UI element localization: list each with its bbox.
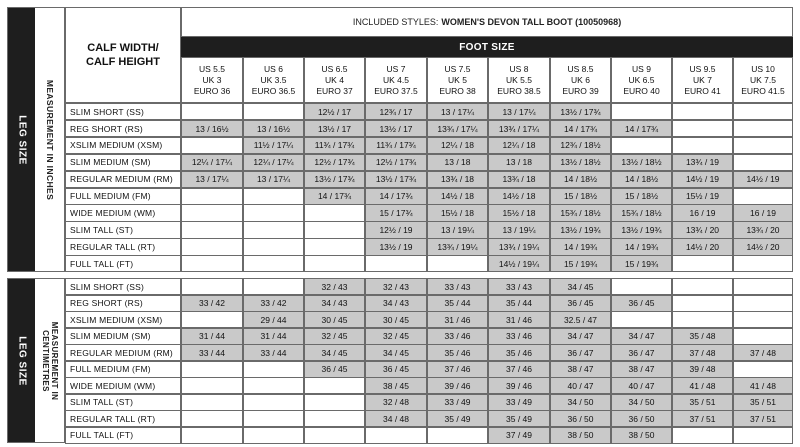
- foot-size-us: US 9: [632, 63, 651, 74]
- measurement-cell: 38 / 50: [611, 427, 672, 444]
- measurement-cell: 29 / 44: [243, 311, 304, 328]
- measurement-cell: 33 / 43: [488, 278, 550, 295]
- measurement-cell: 13¾ / 19¼: [427, 238, 488, 255]
- measurement-cell: 31 / 46: [427, 311, 488, 328]
- measurement-cell: 34 / 47: [611, 328, 672, 345]
- empty-cell: [181, 103, 243, 120]
- inches-side-panel: [7, 7, 65, 272]
- foot-size-euro: EURO 37: [316, 85, 353, 96]
- measurement-cell: 34 / 47: [550, 328, 611, 345]
- inches-leg-size-bar: [8, 8, 35, 271]
- empty-cell: [304, 394, 365, 411]
- empty-cell: [181, 311, 243, 328]
- measurement-cell: 13 / 19¼: [427, 221, 488, 238]
- measurement-cell: 14 / 17¾: [611, 120, 672, 137]
- measurement-cell: 15½ / 18: [427, 204, 488, 221]
- cm-leg-size-bar: [8, 279, 35, 442]
- empty-cell: [243, 361, 304, 378]
- empty-cell: [181, 204, 243, 221]
- foot-size-uk: UK 3: [202, 74, 222, 85]
- foot-size-euro: EURO 37.5: [374, 85, 418, 96]
- foot-size-euro: EURO 38: [439, 85, 476, 96]
- measurement-cell: 14½ / 20: [733, 238, 793, 255]
- measurement-cell: 15 / 18½: [550, 188, 611, 205]
- measurement-cell: 37 / 51: [672, 410, 733, 427]
- measurement-cell: 40 / 47: [550, 377, 611, 394]
- measurement-cell: 12¼ / 18: [427, 137, 488, 154]
- calf-size-row-label: REGULAR MEDIUM (RM): [65, 171, 181, 188]
- measurement-cell: 13 / 17¼: [243, 171, 304, 188]
- measurement-cell: 38 / 47: [611, 361, 672, 378]
- measurement-cell: 35 / 44: [427, 295, 488, 312]
- foot-size-euro: EURO 36: [193, 85, 231, 96]
- measurement-cell: 13 / 16½: [181, 120, 243, 137]
- foot-size-header: FOOT SIZE: [181, 37, 793, 57]
- foot-size-column-header: [672, 57, 733, 103]
- measurement-cell: 13½ / 17¾: [304, 171, 365, 188]
- measurement-cell: 13¾ / 17¼: [488, 120, 550, 137]
- measurement-cell: 30 / 45: [304, 311, 365, 328]
- measurement-cell: 40 / 47: [611, 377, 672, 394]
- foot-size-uk: UK 7.5: [750, 74, 776, 85]
- measurement-cell: 13½ / 17¾: [550, 103, 611, 120]
- calf-size-row-label: FULL MEDIUM (FM): [65, 361, 181, 378]
- empty-cell: [733, 278, 793, 295]
- measurement-cell: 39 / 46: [488, 377, 550, 394]
- measurement-cell: 37 / 46: [427, 361, 488, 378]
- empty-cell: [672, 137, 733, 154]
- measurement-cell: 36 / 45: [365, 361, 427, 378]
- foot-size-column-header: [304, 57, 365, 103]
- measurement-cell: 12½ / 17¾: [365, 154, 427, 171]
- measurement-cell: 34 / 43: [304, 295, 365, 312]
- measurement-cell: 15 / 19¾: [550, 255, 611, 272]
- empty-cell: [243, 204, 304, 221]
- empty-cell: [733, 311, 793, 328]
- empty-cell: [181, 221, 243, 238]
- measurement-cell: 32 / 45: [365, 328, 427, 345]
- measurement-cell: 13½ / 17: [365, 120, 427, 137]
- empty-cell: [181, 278, 243, 295]
- empty-cell: [672, 255, 733, 272]
- measurement-cell: 14 / 17¾: [365, 188, 427, 205]
- measurement-cell: 33 / 42: [243, 295, 304, 312]
- measurement-cell: 35 / 49: [488, 410, 550, 427]
- measurement-cell: 13¾ / 19: [672, 154, 733, 171]
- measurement-cell: 13 / 17¼: [181, 171, 243, 188]
- empty-cell: [672, 103, 733, 120]
- measurement-cell: 31 / 46: [488, 311, 550, 328]
- inches-measurement-bar: [35, 8, 64, 271]
- measurement-cell: 12¾ / 18½: [550, 137, 611, 154]
- empty-cell: [181, 427, 243, 444]
- empty-cell: [304, 204, 365, 221]
- measurement-cell: 15½ / 19: [672, 188, 733, 205]
- measurement-cell: 13¾ / 18: [488, 171, 550, 188]
- calf-size-row-label: SLIM SHORT (SS): [65, 103, 181, 120]
- foot-size-column-header: [733, 57, 793, 103]
- measurement-cell: 13 / 18: [427, 154, 488, 171]
- measurement-cell: 14 / 18½: [611, 171, 672, 188]
- measurement-cell: 13½ / 18½: [550, 154, 611, 171]
- measurement-cell: 39 / 46: [427, 377, 488, 394]
- empty-cell: [672, 311, 733, 328]
- foot-size-us: US 5.5: [199, 63, 225, 74]
- measurement-cell: 16 / 19: [672, 204, 733, 221]
- measurement-cell: 13¾ / 17¼: [427, 120, 488, 137]
- measurement-cell: 34 / 50: [611, 394, 672, 411]
- measurement-cell: 14 / 17¾: [304, 188, 365, 205]
- calf-size-row-label: SLIM TALL (ST): [65, 394, 181, 411]
- calf-size-row-label: SLIM MEDIUM (SM): [65, 154, 181, 171]
- foot-size-us: US 7: [386, 63, 406, 74]
- measurement-cell: 13 / 16½: [243, 120, 304, 137]
- foot-size-column-header: [243, 57, 304, 103]
- empty-cell: [181, 394, 243, 411]
- empty-cell: [427, 427, 488, 444]
- measurement-cell: 15 / 19¾: [611, 255, 672, 272]
- measurement-cell: 14½ / 19: [672, 171, 733, 188]
- calf-size-row-label: REGULAR MEDIUM (RM): [65, 344, 181, 361]
- foot-size-column-header: [611, 57, 672, 103]
- measurement-cell: 11¾ / 17¾: [304, 137, 365, 154]
- measurement-cell: 34 / 45: [550, 278, 611, 295]
- empty-cell: [181, 255, 243, 272]
- measurement-cell: 41 / 48: [672, 377, 733, 394]
- calf-size-row-label: SLIM MEDIUM (SM): [65, 328, 181, 345]
- measurement-cell: 14½ / 19: [733, 171, 793, 188]
- measurement-cell: 14 / 18½: [550, 171, 611, 188]
- included-styles-header: [181, 7, 793, 37]
- cm-measurement-label: MEASUREMENT IN CENTIMETRES: [40, 321, 59, 400]
- measurement-cell: 13½ / 19¾: [550, 221, 611, 238]
- measurement-cell: 36 / 47: [550, 344, 611, 361]
- measurement-cell: 13¾ / 20: [672, 221, 733, 238]
- measurement-cell: 37 / 49: [488, 427, 550, 444]
- measurement-cell: 36 / 45: [550, 295, 611, 312]
- measurement-cell: 35 / 46: [427, 344, 488, 361]
- calf-size-row-label: FULL MEDIUM (FM): [65, 188, 181, 205]
- measurement-cell: 34 / 43: [365, 295, 427, 312]
- empty-cell: [365, 427, 427, 444]
- empty-cell: [733, 154, 793, 171]
- measurement-cell: 12¾ / 17: [365, 103, 427, 120]
- empty-cell: [243, 188, 304, 205]
- measurement-cell: 11¾ / 17¾: [365, 137, 427, 154]
- foot-size-euro: EURO 41.5: [741, 85, 785, 96]
- measurement-cell: 37 / 46: [488, 361, 550, 378]
- empty-cell: [304, 238, 365, 255]
- measurement-cell: 37 / 48: [672, 344, 733, 361]
- measurement-cell: 13 / 18: [488, 154, 550, 171]
- measurement-cell: 32 / 43: [365, 278, 427, 295]
- empty-cell: [672, 120, 733, 137]
- calf-size-row-label: XSLIM MEDIUM (XSM): [65, 137, 181, 154]
- calf-size-row-label: REG SHORT (RS): [65, 295, 181, 312]
- calf-size-row-label: SLIM TALL (ST): [65, 221, 181, 238]
- empty-cell: [243, 394, 304, 411]
- calf-size-row-label: FULL TALL (FT): [65, 427, 181, 444]
- measurement-cell: 34 / 45: [304, 344, 365, 361]
- measurement-cell: 15¾ / 18½: [611, 204, 672, 221]
- empty-cell: [611, 137, 672, 154]
- empty-cell: [733, 255, 793, 272]
- measurement-cell: 11½ / 17¼: [243, 137, 304, 154]
- empty-cell: [733, 103, 793, 120]
- foot-size-uk: UK 5.5: [506, 74, 532, 85]
- measurement-cell: 14 / 17¾: [550, 120, 611, 137]
- foot-size-euro: EURO 39: [562, 85, 599, 96]
- foot-size-uk: UK 6: [571, 74, 590, 85]
- empty-cell: [181, 377, 243, 394]
- empty-cell: [243, 278, 304, 295]
- measurement-cell: 39 / 48: [672, 361, 733, 378]
- empty-cell: [181, 137, 243, 154]
- measurement-cell: 41 / 48: [733, 377, 793, 394]
- empty-cell: [181, 361, 243, 378]
- measurement-cell: 15¾ / 18½: [550, 204, 611, 221]
- foot-size-column-header: [427, 57, 488, 103]
- empty-cell: [304, 255, 365, 272]
- measurement-cell: 15½ / 18: [488, 204, 550, 221]
- measurement-cell: 31 / 44: [181, 328, 243, 345]
- measurement-cell: 33 / 44: [243, 344, 304, 361]
- empty-cell: [243, 221, 304, 238]
- foot-size-euro: EURO 36.5: [251, 85, 296, 96]
- foot-size-euro: EURO 41: [684, 85, 721, 96]
- measurement-cell: 13½ / 17: [304, 120, 365, 137]
- empty-cell: [243, 410, 304, 427]
- measurement-cell: 33 / 43: [427, 278, 488, 295]
- included-styles-value: WOMEN'S DEVON TALL BOOT (10050968): [441, 17, 622, 27]
- measurement-cell: 33 / 46: [488, 328, 550, 345]
- measurement-cell: 13½ / 19: [365, 238, 427, 255]
- measurement-cell: 12¼ / 18: [488, 137, 550, 154]
- measurement-cell: 13¾ / 19¼: [488, 238, 550, 255]
- foot-size-uk: UK 7: [693, 74, 712, 85]
- empty-cell: [672, 427, 733, 444]
- empty-cell: [733, 120, 793, 137]
- empty-cell: [243, 255, 304, 272]
- measurement-cell: 36 / 50: [611, 410, 672, 427]
- measurement-cell: 38 / 45: [365, 377, 427, 394]
- measurement-cell: 14½ / 18: [488, 188, 550, 205]
- empty-cell: [672, 278, 733, 295]
- foot-size-column-header: [181, 57, 243, 103]
- measurement-cell: 35 / 46: [488, 344, 550, 361]
- measurement-cell: 35 / 49: [427, 410, 488, 427]
- measurement-cell: 15 / 17¾: [365, 204, 427, 221]
- empty-cell: [365, 255, 427, 272]
- foot-size-us: US 9.5: [689, 63, 716, 74]
- measurement-cell: 14½ / 20: [672, 238, 733, 255]
- foot-size-uk: UK 4: [325, 74, 344, 85]
- measurement-cell: 16 / 19: [733, 204, 793, 221]
- calf-size-row-label: WIDE MEDIUM (WM): [65, 377, 181, 394]
- inches-leg-size-label: LEG SIZE: [16, 114, 27, 165]
- empty-cell: [181, 188, 243, 205]
- measurement-cell: 36 / 50: [550, 410, 611, 427]
- measurement-cell: 14½ / 19¼: [488, 255, 550, 272]
- foot-size-uk: UK 5: [448, 74, 467, 85]
- empty-cell: [733, 427, 793, 444]
- measurement-cell: 12½ / 17¾: [304, 154, 365, 171]
- cm-measurement-bar: [35, 279, 64, 442]
- measurement-cell: 12½ / 19: [365, 221, 427, 238]
- empty-cell: [733, 295, 793, 312]
- empty-cell: [672, 295, 733, 312]
- cm-side-panel: [7, 278, 65, 443]
- measurement-cell: 13½ / 18½: [611, 154, 672, 171]
- calf-size-row-label: WIDE MEDIUM (WM): [65, 204, 181, 221]
- calf-width-height-header: [65, 7, 181, 103]
- foot-size-us: US 7.5: [444, 63, 471, 74]
- measurement-cell: 30 / 45: [365, 311, 427, 328]
- empty-cell: [181, 238, 243, 255]
- foot-size-us: US 6.5: [321, 63, 348, 74]
- measurement-cell: 33 / 46: [427, 328, 488, 345]
- measurement-cell: 35 / 51: [733, 394, 793, 411]
- foot-size-us: US 10: [751, 63, 775, 74]
- measurement-cell: 36 / 45: [304, 361, 365, 378]
- measurement-cell: 34 / 50: [550, 394, 611, 411]
- measurement-cell: 13 / 17¼: [488, 103, 550, 120]
- foot-size-uk: UK 3.5: [260, 74, 287, 85]
- empty-cell: [304, 410, 365, 427]
- inches-measurement-label: MEASUREMENT IN INCHES: [44, 79, 55, 200]
- empty-cell: [611, 278, 672, 295]
- empty-cell: [304, 427, 365, 444]
- measurement-cell: 13 / 17¼: [427, 103, 488, 120]
- foot-size-uk: UK 4.5: [383, 74, 409, 85]
- measurement-cell: 13¾ / 18: [427, 171, 488, 188]
- empty-cell: [733, 328, 793, 345]
- measurement-cell: 14 / 19¾: [550, 238, 611, 255]
- measurement-cell: 38 / 50: [550, 427, 611, 444]
- foot-size-euro: EURO 40: [623, 85, 660, 96]
- measurement-cell: 37 / 51: [733, 410, 793, 427]
- foot-size-us: US 6: [264, 63, 283, 74]
- measurement-cell: 31 / 44: [243, 328, 304, 345]
- measurement-cell: 13½ / 17¾: [365, 171, 427, 188]
- included-styles-prefix: INCLUDED STYLES:: [352, 17, 439, 27]
- empty-cell: [243, 427, 304, 444]
- foot-size-column-header: [550, 57, 611, 103]
- empty-cell: [243, 377, 304, 394]
- measurement-cell: 32.5 / 47: [550, 311, 611, 328]
- calf-size-row-label: REG SHORT (RS): [65, 120, 181, 137]
- calf-size-row-label: REGULAR TALL (RT): [65, 410, 181, 427]
- measurement-cell: 33 / 49: [427, 394, 488, 411]
- empty-cell: [243, 103, 304, 120]
- calf-size-row-label: FULL TALL (FT): [65, 255, 181, 272]
- measurement-cell: 38 / 47: [550, 361, 611, 378]
- measurement-cell: 33 / 49: [488, 394, 550, 411]
- measurement-cell: 33 / 44: [181, 344, 243, 361]
- empty-cell: [427, 255, 488, 272]
- measurement-cell: 34 / 48: [365, 410, 427, 427]
- foot-size-euro: EURO 38.5: [497, 85, 541, 96]
- empty-cell: [304, 221, 365, 238]
- foot-size-us: US 8: [509, 63, 529, 74]
- measurement-cell: 32 / 45: [304, 328, 365, 345]
- measurement-cell: 35 / 48: [672, 328, 733, 345]
- measurement-cell: 14½ / 18: [427, 188, 488, 205]
- empty-cell: [243, 238, 304, 255]
- empty-cell: [611, 103, 672, 120]
- empty-cell: [733, 137, 793, 154]
- measurement-cell: 36 / 45: [611, 295, 672, 312]
- calf-size-row-label: REGULAR TALL (RT): [65, 238, 181, 255]
- calf-header-line2: CALF HEIGHT: [86, 56, 160, 68]
- cm-leg-size-label: LEG SIZE: [16, 335, 27, 386]
- measurement-cell: 35 / 44: [488, 295, 550, 312]
- measurement-cell: 35 / 51: [672, 394, 733, 411]
- measurement-cell: 33 / 42: [181, 295, 243, 312]
- calf-header-line1: CALF WIDTH/: [87, 42, 159, 54]
- empty-cell: [733, 361, 793, 378]
- measurement-cell: 12½ / 17: [304, 103, 365, 120]
- measurement-cell: 13¾ / 20: [733, 221, 793, 238]
- calf-size-row-label: SLIM SHORT (SS): [65, 278, 181, 295]
- measurement-cell: 32 / 48: [365, 394, 427, 411]
- empty-cell: [181, 410, 243, 427]
- measurement-cell: 37 / 48: [733, 344, 793, 361]
- measurement-cell: 12¼ / 17¼: [181, 154, 243, 171]
- measurement-cell: 32 / 43: [304, 278, 365, 295]
- measurement-cell: 15 / 18½: [611, 188, 672, 205]
- foot-size-column-header: [488, 57, 550, 103]
- measurement-cell: 13 / 19¼: [488, 221, 550, 238]
- measurement-cell: 12¼ / 17¼: [243, 154, 304, 171]
- foot-size-uk: UK 6.5: [628, 74, 655, 85]
- measurement-cell: 34 / 45: [365, 344, 427, 361]
- measurement-cell: 13½ / 19¾: [611, 221, 672, 238]
- empty-cell: [733, 188, 793, 205]
- foot-size-column-header: [365, 57, 427, 103]
- foot-size-us: US 8.5: [567, 63, 594, 74]
- empty-cell: [611, 311, 672, 328]
- measurement-cell: 36 / 47: [611, 344, 672, 361]
- measurement-cell: 14 / 19¾: [611, 238, 672, 255]
- calf-size-row-label: XSLIM MEDIUM (XSM): [65, 311, 181, 328]
- empty-cell: [304, 377, 365, 394]
